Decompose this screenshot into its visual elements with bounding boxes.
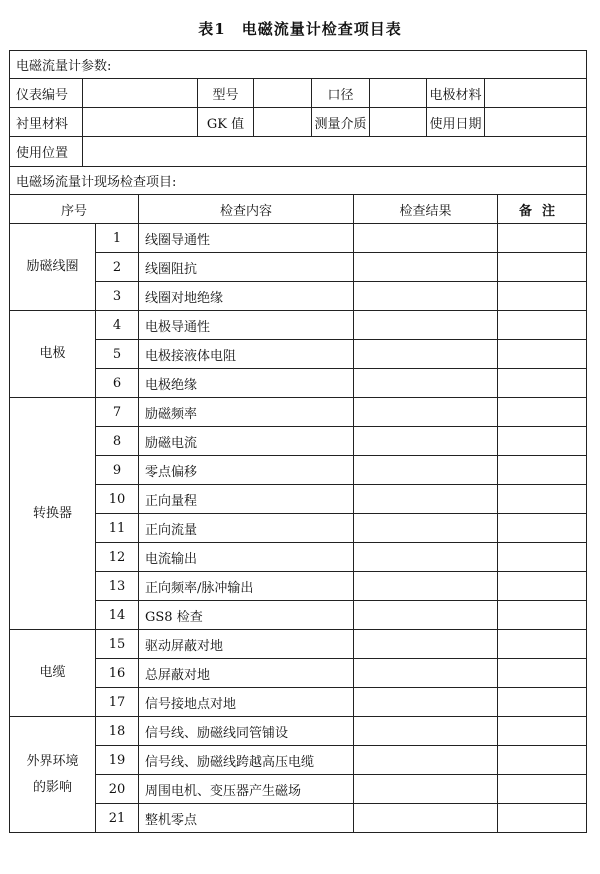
table-row: [10, 601, 587, 630]
table-row: [10, 630, 587, 659]
item-content: GS8 检查: [139, 601, 354, 630]
item-number: 6: [96, 369, 139, 398]
item-number: 5: [96, 340, 139, 369]
remark-field[interactable]: [498, 775, 587, 804]
item-number: 1: [96, 224, 139, 253]
params-heading: 电磁流量计参数:: [10, 51, 587, 79]
remark-field[interactable]: [498, 340, 587, 369]
result-field[interactable]: [354, 369, 498, 398]
param-value-field[interactable]: [485, 108, 587, 137]
table-row: [10, 775, 587, 804]
inspection-table: [9, 50, 587, 833]
item-content: 线圈导通性: [139, 224, 354, 253]
remark-field[interactable]: [498, 688, 587, 717]
table-number: 表1: [198, 20, 226, 38]
table-row: [10, 456, 587, 485]
remark-field[interactable]: [498, 253, 587, 282]
result-field[interactable]: [354, 630, 498, 659]
item-number: 21: [96, 804, 139, 833]
item-content: 正向频率/脉冲输出: [139, 572, 354, 601]
location-label: 使用位置: [10, 137, 83, 167]
group-label: 外界环境的影响: [10, 717, 96, 833]
remark-field[interactable]: [498, 717, 587, 746]
result-field[interactable]: [354, 485, 498, 514]
param-label: 衬里材料: [10, 108, 83, 137]
item-content: 励磁电流: [139, 427, 354, 456]
item-content: 整机零点: [139, 804, 354, 833]
remark-field[interactable]: [498, 485, 587, 514]
param-label: 测量介质: [312, 108, 370, 137]
result-field[interactable]: [354, 456, 498, 485]
item-number: 2: [96, 253, 139, 282]
item-content: 电极接液体电阻: [139, 340, 354, 369]
param-value-field[interactable]: [83, 108, 198, 137]
param-label: 使用日期: [427, 108, 485, 137]
table-row: [10, 572, 587, 601]
result-field[interactable]: [354, 340, 498, 369]
remark-field[interactable]: [498, 224, 587, 253]
param-value-field[interactable]: [254, 108, 312, 137]
header-result: 检查结果: [354, 195, 498, 224]
remark-field[interactable]: [498, 659, 587, 688]
param-label: 口径: [312, 79, 370, 108]
result-field[interactable]: [354, 717, 498, 746]
remark-field[interactable]: [498, 369, 587, 398]
item-number: 12: [96, 543, 139, 572]
param-value-field[interactable]: [370, 79, 427, 108]
table-caption: 电磁流量计检查项目表: [241, 20, 402, 38]
item-number: 19: [96, 746, 139, 775]
item-content: 正向量程: [139, 485, 354, 514]
item-content: 信号线、励磁线跨越高压电缆: [139, 746, 354, 775]
remark-field[interactable]: [498, 630, 587, 659]
group-label: 电缆: [10, 630, 96, 717]
remark-field[interactable]: [498, 311, 587, 340]
remark-field[interactable]: [498, 456, 587, 485]
table-row: [10, 282, 587, 311]
item-content: 线圈阻抗: [139, 253, 354, 282]
param-label: 型号: [198, 79, 254, 108]
remark-field[interactable]: [498, 804, 587, 833]
item-content: 励磁频率: [139, 398, 354, 427]
param-value-field[interactable]: [83, 79, 198, 108]
item-number: 20: [96, 775, 139, 804]
table-row: [10, 340, 587, 369]
result-field[interactable]: [354, 601, 498, 630]
item-number: 10: [96, 485, 139, 514]
result-field[interactable]: [354, 775, 498, 804]
item-content: 电极导通性: [139, 311, 354, 340]
remark-field[interactable]: [498, 543, 587, 572]
table-title: [0, 18, 600, 39]
table-row: [10, 514, 587, 543]
header-remark: 备注: [498, 195, 587, 224]
table-row: [10, 485, 587, 514]
result-field[interactable]: [354, 311, 498, 340]
remark-field[interactable]: [498, 427, 587, 456]
params-heading-row: [10, 51, 587, 79]
item-number: 13: [96, 572, 139, 601]
item-content: 电流输出: [139, 543, 354, 572]
table-row: [10, 369, 587, 398]
group-label: 励磁线圈: [10, 224, 96, 311]
table-row: [10, 543, 587, 572]
table-row: [10, 746, 587, 775]
table-row: [10, 804, 587, 833]
table-row: [10, 311, 587, 340]
remark-field[interactable]: [498, 398, 587, 427]
param-value-field[interactable]: [370, 108, 427, 137]
remark-field[interactable]: [498, 282, 587, 311]
item-number: 8: [96, 427, 139, 456]
item-number: 17: [96, 688, 139, 717]
remark-field[interactable]: [498, 514, 587, 543]
item-content: 周围电机、变压器产生磁场: [139, 775, 354, 804]
group-label: 电极: [10, 311, 96, 398]
item-content: 电极绝缘: [139, 369, 354, 398]
item-number: 9: [96, 456, 139, 485]
location-value-field[interactable]: [83, 137, 587, 167]
result-field[interactable]: [354, 514, 498, 543]
item-number: 15: [96, 630, 139, 659]
item-number: 16: [96, 659, 139, 688]
table-row: [10, 659, 587, 688]
param-value-field[interactable]: [485, 79, 587, 108]
param-label: 仪表编号: [10, 79, 83, 108]
param-value-field[interactable]: [254, 79, 312, 108]
table-row: [10, 688, 587, 717]
item-number: 11: [96, 514, 139, 543]
table-row: [10, 224, 587, 253]
item-number: 14: [96, 601, 139, 630]
result-field[interactable]: [354, 282, 498, 311]
remark-field[interactable]: [498, 746, 587, 775]
item-content: 线圈对地绝缘: [139, 282, 354, 311]
params-row: [10, 79, 587, 108]
result-field[interactable]: [354, 804, 498, 833]
header-no: 序号: [10, 195, 139, 224]
item-number: 4: [96, 311, 139, 340]
item-number: 3: [96, 282, 139, 311]
item-content: 驱动屏蔽对地: [139, 630, 354, 659]
item-content: 信号接地点对地: [139, 688, 354, 717]
item-content: 零点偏移: [139, 456, 354, 485]
param-label: 电极材料: [427, 79, 485, 108]
result-field[interactable]: [354, 253, 498, 282]
result-field[interactable]: [354, 398, 498, 427]
inspection-heading-row: [10, 167, 587, 195]
table-row: [10, 253, 587, 282]
result-field[interactable]: [354, 688, 498, 717]
remark-field[interactable]: [498, 601, 587, 630]
header-content: 检查内容: [139, 195, 354, 224]
table-row: [10, 427, 587, 456]
remark-field[interactable]: [498, 572, 587, 601]
result-field[interactable]: [354, 427, 498, 456]
item-number: 18: [96, 717, 139, 746]
result-field[interactable]: [354, 224, 498, 253]
item-content: 信号线、励磁线同管铺设: [139, 717, 354, 746]
inspection-heading: 电磁场流量计现场检查项目:: [10, 167, 587, 195]
location-row: [10, 137, 587, 167]
item-content: 总屏蔽对地: [139, 659, 354, 688]
item-number: 7: [96, 398, 139, 427]
header-row: [10, 195, 587, 224]
result-field[interactable]: [354, 746, 498, 775]
result-field[interactable]: [354, 543, 498, 572]
item-content: 正向流量: [139, 514, 354, 543]
result-field[interactable]: [354, 572, 498, 601]
result-field[interactable]: [354, 659, 498, 688]
params-row: [10, 108, 587, 137]
table-row: [10, 717, 587, 746]
group-label: 转换器: [10, 398, 96, 630]
param-label: GK 值: [198, 108, 254, 137]
table-row: [10, 398, 587, 427]
